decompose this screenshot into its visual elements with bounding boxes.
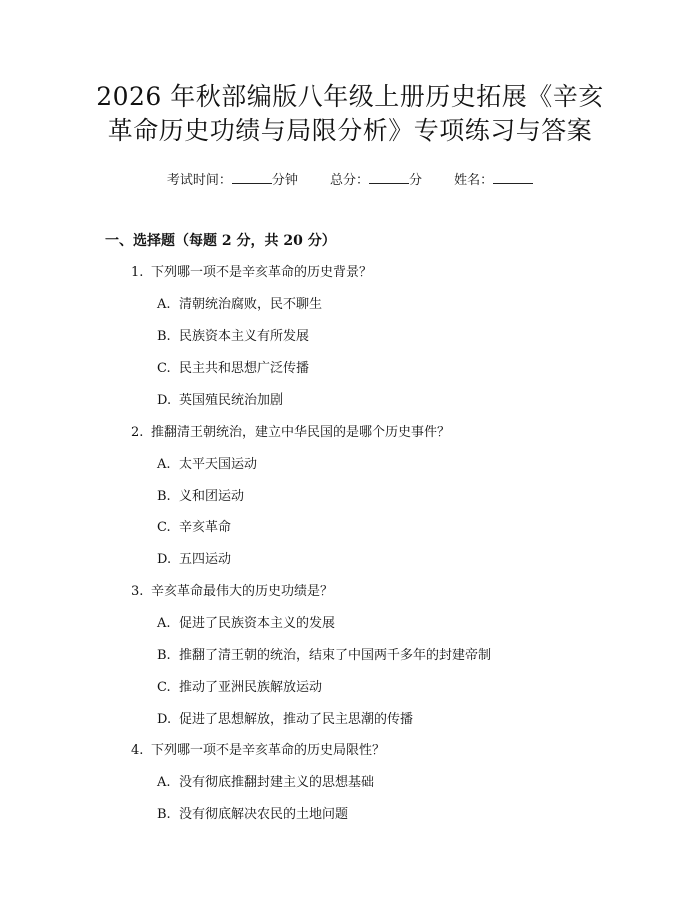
option-letter: D. (157, 552, 172, 567)
option-letter: B. (157, 648, 171, 663)
question-text: 下列哪一项不是辛亥革命的历史背景？ (151, 265, 373, 280)
option-letter: B. (157, 807, 171, 822)
document-title (60, 80, 640, 148)
option-letter: A. (157, 775, 171, 790)
option-text: 民族资本主义有所发展 (179, 329, 310, 344)
option-text: 英国殖民统治加剧 (179, 393, 284, 408)
time-blank (232, 172, 272, 184)
option-letter: A. (157, 297, 171, 312)
question-4-option-a (157, 771, 374, 790)
score-blank (369, 172, 409, 184)
question-3-option-c (157, 676, 322, 695)
question-4-option-b (157, 803, 348, 822)
name-blank (493, 172, 533, 184)
option-letter: C. (157, 361, 171, 376)
option-letter: D. (157, 712, 172, 727)
question-1-option-c (157, 357, 309, 376)
question-3 (131, 580, 333, 599)
exam-time-field (167, 173, 298, 188)
option-text: 促进了思想解放，推动了民主思潮的传播 (179, 712, 414, 727)
question-1-option-d (157, 389, 283, 408)
option-text: 推动了亚洲民族解放运动 (179, 680, 323, 695)
question-text: 下列哪一项不是辛亥革命的历史局限性？ (151, 743, 386, 758)
question-3-option-d (157, 708, 413, 727)
title-line-2: 革命历史功绩与局限分析》专项练习与答案 (107, 116, 593, 145)
option-letter: A. (157, 616, 171, 631)
question-2-option-c (157, 516, 231, 535)
question-3-option-a (157, 612, 335, 631)
option-letter: B. (157, 489, 171, 504)
option-letter: B. (157, 329, 171, 344)
section-heading: 一、选择题（每题 2 分，共 20 分） (105, 233, 336, 249)
question-text: 辛亥革命最伟大的历史功绩是？ (151, 584, 334, 599)
option-letter: C. (157, 680, 171, 695)
option-letter: A. (157, 457, 171, 472)
total-score-field (330, 173, 422, 188)
option-text: 没有彻底推翻封建主义的思想基础 (179, 775, 375, 790)
question-number: 1. (131, 265, 144, 280)
question-1-option-b (157, 325, 309, 344)
name-label: 姓名： (454, 173, 494, 188)
option-text: 五四运动 (179, 552, 232, 567)
option-letter: C. (157, 520, 171, 535)
question-number: 4. (131, 743, 144, 758)
option-text: 促进了民族资本主义的发展 (179, 616, 336, 631)
question-2 (131, 421, 450, 440)
question-number: 3. (131, 584, 144, 599)
time-label: 考试时间： (166, 173, 232, 188)
option-text: 太平天国运动 (179, 457, 258, 472)
question-text: 推翻清王朝统治，建立中华民国的是哪个历史事件？ (151, 425, 451, 440)
option-text: 推翻了清王朝的统治，结束了中国两千多年的封建帝制 (179, 648, 492, 663)
question-4 (131, 739, 385, 758)
name-field (454, 173, 533, 188)
option-text: 没有彻底解决农民的土地问题 (179, 807, 349, 822)
exam-meta-line (0, 169, 700, 188)
question-1 (131, 261, 372, 280)
option-text: 民主共和思想广泛传播 (179, 361, 310, 376)
option-text: 义和团运动 (179, 489, 245, 504)
question-3-option-b (157, 644, 491, 663)
question-2-option-d (157, 548, 231, 567)
option-text: 辛亥革命 (179, 520, 232, 535)
question-2-option-a (157, 453, 257, 472)
score-label: 总分： (329, 173, 369, 188)
time-unit: 分钟 (271, 173, 298, 188)
question-1-option-a (157, 293, 322, 312)
option-text: 清朝统治腐败，民不聊生 (179, 297, 323, 312)
question-2-option-b (157, 485, 244, 504)
question-number: 2. (131, 425, 144, 440)
title-line-1: 2026 年秋部编版八年级上册历史拓展《辛亥 (96, 82, 604, 111)
option-letter: D. (157, 393, 172, 408)
score-unit: 分 (409, 173, 423, 188)
